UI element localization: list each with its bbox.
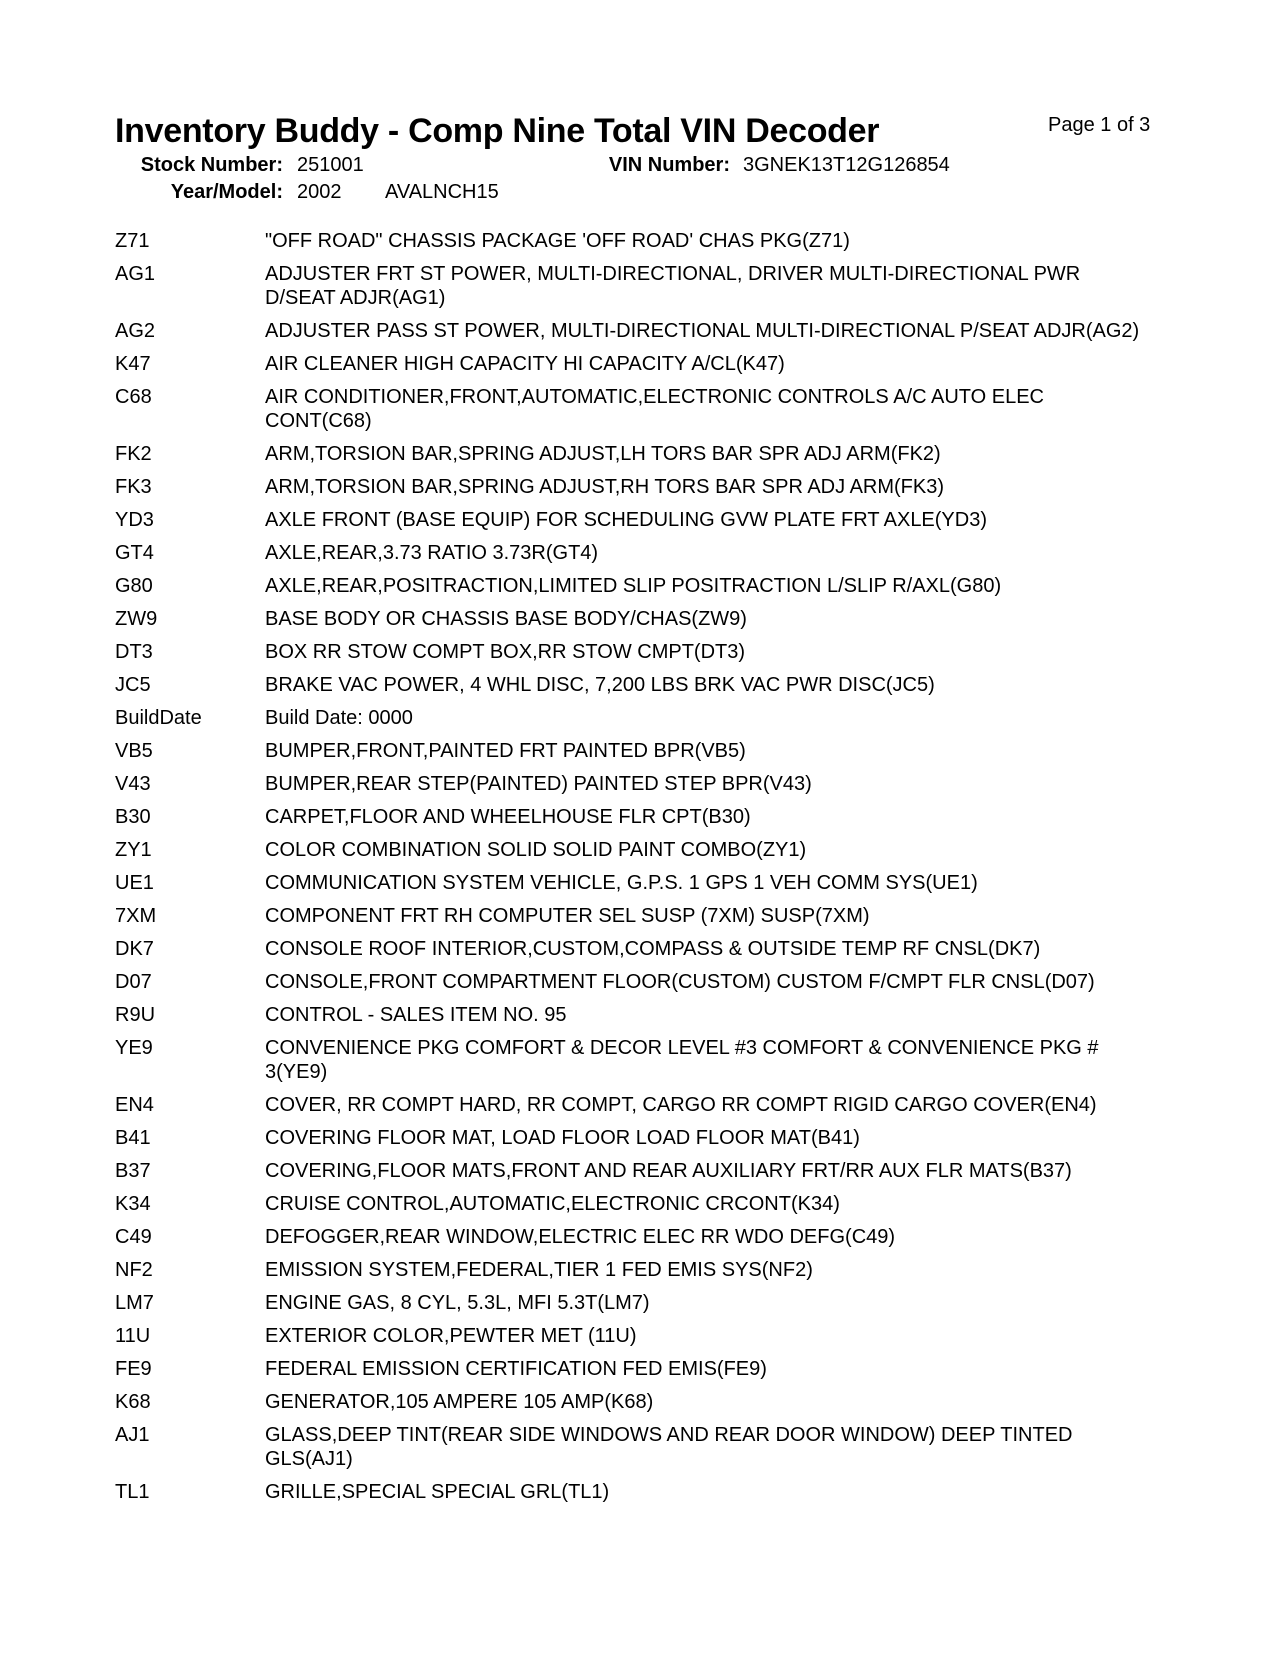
- list-item: [115, 385, 1155, 442]
- option-code: DT3: [115, 641, 153, 663]
- option-description: AXLE,REAR,POSITRACTION,LIMITED SLIP POSITRACTION L/SLIP R/AXL(G80): [265, 575, 1002, 597]
- list-item: [115, 1036, 1155, 1093]
- option-code: DK7: [115, 938, 154, 960]
- option-description: CARPET,FLOOR AND WHEELHOUSE FLR CPT(B30): [265, 806, 751, 828]
- vin-number-label: VIN Number:: [608, 154, 730, 176]
- option-code: ZW9: [115, 608, 158, 630]
- option-description: COVERING FLOOR MAT, LOAD FLOOR LOAD FLOOR MAT(B41): [265, 1127, 860, 1149]
- option-description: GRILLE,SPECIAL SPECIAL GRL(TL1): [265, 1481, 610, 1503]
- option-code: B37: [115, 1160, 151, 1182]
- stock-number-value: 251001: [297, 154, 364, 176]
- option-code: BuildDate: [115, 707, 202, 729]
- list-item: [115, 1003, 1155, 1036]
- option-code: 11U: [115, 1325, 151, 1347]
- list-item: [115, 541, 1155, 574]
- list-item: [115, 706, 1155, 739]
- list-item: [115, 1093, 1155, 1126]
- option-description: BASE BODY OR CHASSIS BASE BODY/CHAS(ZW9): [265, 608, 747, 630]
- option-description: BUMPER,REAR STEP(PAINTED) PAINTED STEP BPR(V43): [265, 773, 812, 795]
- option-code: V43: [115, 773, 151, 795]
- option-description: AIR CONDITIONER,FRONT,AUTOMATIC,ELECTRONIC CONTROLS A/C AUTO ELEC CONT(C68): [265, 386, 1044, 432]
- list-item: [115, 574, 1155, 607]
- option-code: NF2: [115, 1259, 153, 1281]
- list-item: [115, 673, 1155, 706]
- list-item: [115, 1159, 1155, 1192]
- option-code: ZY1: [115, 839, 152, 861]
- list-item: [115, 1390, 1155, 1423]
- option-code: FK3: [115, 476, 152, 498]
- option-description: CONVENIENCE PKG COMFORT & DECOR LEVEL #3 COMFORT & CONVENIENCE PKG # 3(YE9): [265, 1037, 1099, 1083]
- list-item: [115, 1423, 1155, 1480]
- page-number: Page 1 of 3: [1048, 114, 1151, 136]
- list-item: [115, 1357, 1155, 1390]
- list-item: [115, 1480, 1155, 1513]
- option-description: AIR CLEANER HIGH CAPACITY HI CAPACITY A/CL(K47): [265, 353, 785, 375]
- option-code: AG2: [115, 320, 156, 342]
- option-code: K68: [115, 1391, 151, 1413]
- option-code: Z71: [115, 230, 150, 252]
- option-code: R9U: [115, 1004, 156, 1026]
- option-description: CONSOLE,FRONT COMPARTMENT FLOOR(CUSTOM) CUSTOM F/CMPT FLR CNSL(D07): [265, 971, 1095, 993]
- list-item: [115, 475, 1155, 508]
- list-item: [115, 229, 1155, 262]
- option-description: FEDERAL EMISSION CERTIFICATION FED EMIS(FE9): [265, 1358, 767, 1380]
- option-code: JC5: [115, 674, 151, 696]
- option-description: CRUISE CONTROL,AUTOMATIC,ELECTRONIC CRCONT(K34): [265, 1193, 840, 1215]
- list-item: [115, 607, 1155, 640]
- list-item: [115, 352, 1155, 385]
- option-description: AXLE,REAR,3.73 RATIO 3.73R(GT4): [265, 542, 599, 564]
- option-code: FK2: [115, 443, 152, 465]
- option-code: LM7: [115, 1292, 154, 1314]
- option-description: ADJUSTER PASS ST POWER, MULTI-DIRECTIONAL MULTI-DIRECTIONAL P/SEAT ADJR(AG2): [265, 320, 1140, 342]
- option-code: D07: [115, 971, 152, 993]
- list-item: [115, 904, 1155, 937]
- option-description: BRAKE VAC POWER, 4 WHL DISC, 7,200 LBS BRK VAC PWR DISC(JC5): [265, 674, 935, 696]
- option-description: COVERING,FLOOR MATS,FRONT AND REAR AUXILIARY FRT/RR AUX FLR MATS(B37): [265, 1160, 1072, 1182]
- list-item: [115, 1126, 1155, 1159]
- option-description: ENGINE GAS, 8 CYL, 5.3L, MFI 5.3T(LM7): [265, 1292, 650, 1314]
- list-item: [115, 739, 1155, 772]
- option-description: CONSOLE ROOF INTERIOR,CUSTOM,COMPASS & OUTSIDE TEMP RF CNSL(DK7): [265, 938, 1041, 960]
- option-code: AJ1: [115, 1424, 150, 1446]
- option-code: TL1: [115, 1481, 150, 1503]
- option-description: "OFF ROAD" CHASSIS PACKAGE 'OFF ROAD' CHAS PKG(Z71): [265, 230, 850, 252]
- option-code: 7XM: [115, 905, 157, 927]
- option-code: C68: [115, 386, 152, 408]
- list-item: [115, 1192, 1155, 1225]
- list-item: [115, 442, 1155, 475]
- list-item: [115, 772, 1155, 805]
- list-item: [115, 640, 1155, 673]
- option-description: Build Date: 0000: [265, 707, 413, 729]
- option-code-list: [115, 229, 1155, 1513]
- option-code: G80: [115, 575, 153, 597]
- list-item: [115, 1225, 1155, 1258]
- option-description: GENERATOR,105 AMPERE 105 AMP(K68): [265, 1391, 654, 1413]
- option-description: EXTERIOR COLOR,PEWTER MET (11U): [265, 1325, 637, 1347]
- option-code: B41: [115, 1127, 151, 1149]
- option-description: BUMPER,FRONT,PAINTED FRT PAINTED BPR(VB5): [265, 740, 746, 762]
- option-description: GLASS,DEEP TINT(REAR SIDE WINDOWS AND REAR DOOR WINDOW) DEEP TINTED GLS(AJ1): [265, 1424, 1073, 1470]
- list-item: [115, 937, 1155, 970]
- option-code: B30: [115, 806, 151, 828]
- stock-number-label: Stock Number:: [140, 154, 283, 176]
- vin-number-value: 3GNEK13T12G126854: [743, 154, 950, 176]
- option-description: COMMUNICATION SYSTEM VEHICLE, G.P.S. 1 GPS 1 VEH COMM SYS(UE1): [265, 872, 978, 894]
- option-description: CONTROL - SALES ITEM NO. 95: [265, 1004, 567, 1026]
- option-code: YD3: [115, 509, 154, 531]
- list-item: [115, 970, 1155, 1003]
- option-description: COVER, RR COMPT HARD, RR COMPT, CARGO RR COMPT RIGID CARGO COVER(EN4): [265, 1094, 1097, 1116]
- option-description: AXLE FRONT (BASE EQUIP) FOR SCHEDULING GVW PLATE FRT AXLE(YD3): [265, 509, 988, 531]
- option-description: DEFOGGER,REAR WINDOW,ELECTRIC ELEC RR WDO DEFG(C49): [265, 1226, 896, 1248]
- option-code: AG1: [115, 263, 156, 285]
- list-item: [115, 838, 1155, 871]
- option-description: ARM,TORSION BAR,SPRING ADJUST,LH TORS BAR SPR ADJ ARM(FK2): [265, 443, 941, 465]
- option-code: K34: [115, 1193, 151, 1215]
- option-code: K47: [115, 353, 151, 375]
- document-title: Inventory Buddy - Comp Nine Total VIN Decoder: [115, 112, 880, 150]
- option-description: ARM,TORSION BAR,SPRING ADJUST,RH TORS BAR SPR ADJ ARM(FK3): [265, 476, 945, 498]
- option-code: C49: [115, 1226, 152, 1248]
- list-item: [115, 262, 1155, 319]
- list-item: [115, 805, 1155, 838]
- list-item: [115, 508, 1155, 541]
- list-item: [115, 871, 1155, 904]
- option-code: UE1: [115, 872, 154, 894]
- year-model-label: Year/Model:: [170, 181, 283, 203]
- option-description: COLOR COMBINATION SOLID SOLID PAINT COMBO(ZY1): [265, 839, 807, 861]
- option-code: GT4: [115, 542, 154, 564]
- list-item: [115, 319, 1155, 352]
- option-code: FE9: [115, 1358, 152, 1380]
- year-value: 2002: [297, 181, 342, 203]
- option-description: BOX RR STOW COMPT BOX,RR STOW CMPT(DT3): [265, 641, 746, 663]
- option-description: ADJUSTER FRT ST POWER, MULTI-DIRECTIONAL, DRIVER MULTI-DIRECTIONAL PWR D/SEAT ADJR(AG1): [265, 263, 1081, 309]
- list-item: [115, 1291, 1155, 1324]
- option-code: EN4: [115, 1094, 154, 1116]
- option-code: YE9: [115, 1037, 153, 1059]
- model-value: AVALNCH15: [385, 181, 499, 203]
- option-code: VB5: [115, 740, 153, 762]
- option-description: COMPONENT FRT RH COMPUTER SEL SUSP (7XM) SUSP(7XM): [265, 905, 870, 927]
- option-description: EMISSION SYSTEM,FEDERAL,TIER 1 FED EMIS SYS(NF2): [265, 1259, 813, 1281]
- list-item: [115, 1324, 1155, 1357]
- list-item: [115, 1258, 1155, 1291]
